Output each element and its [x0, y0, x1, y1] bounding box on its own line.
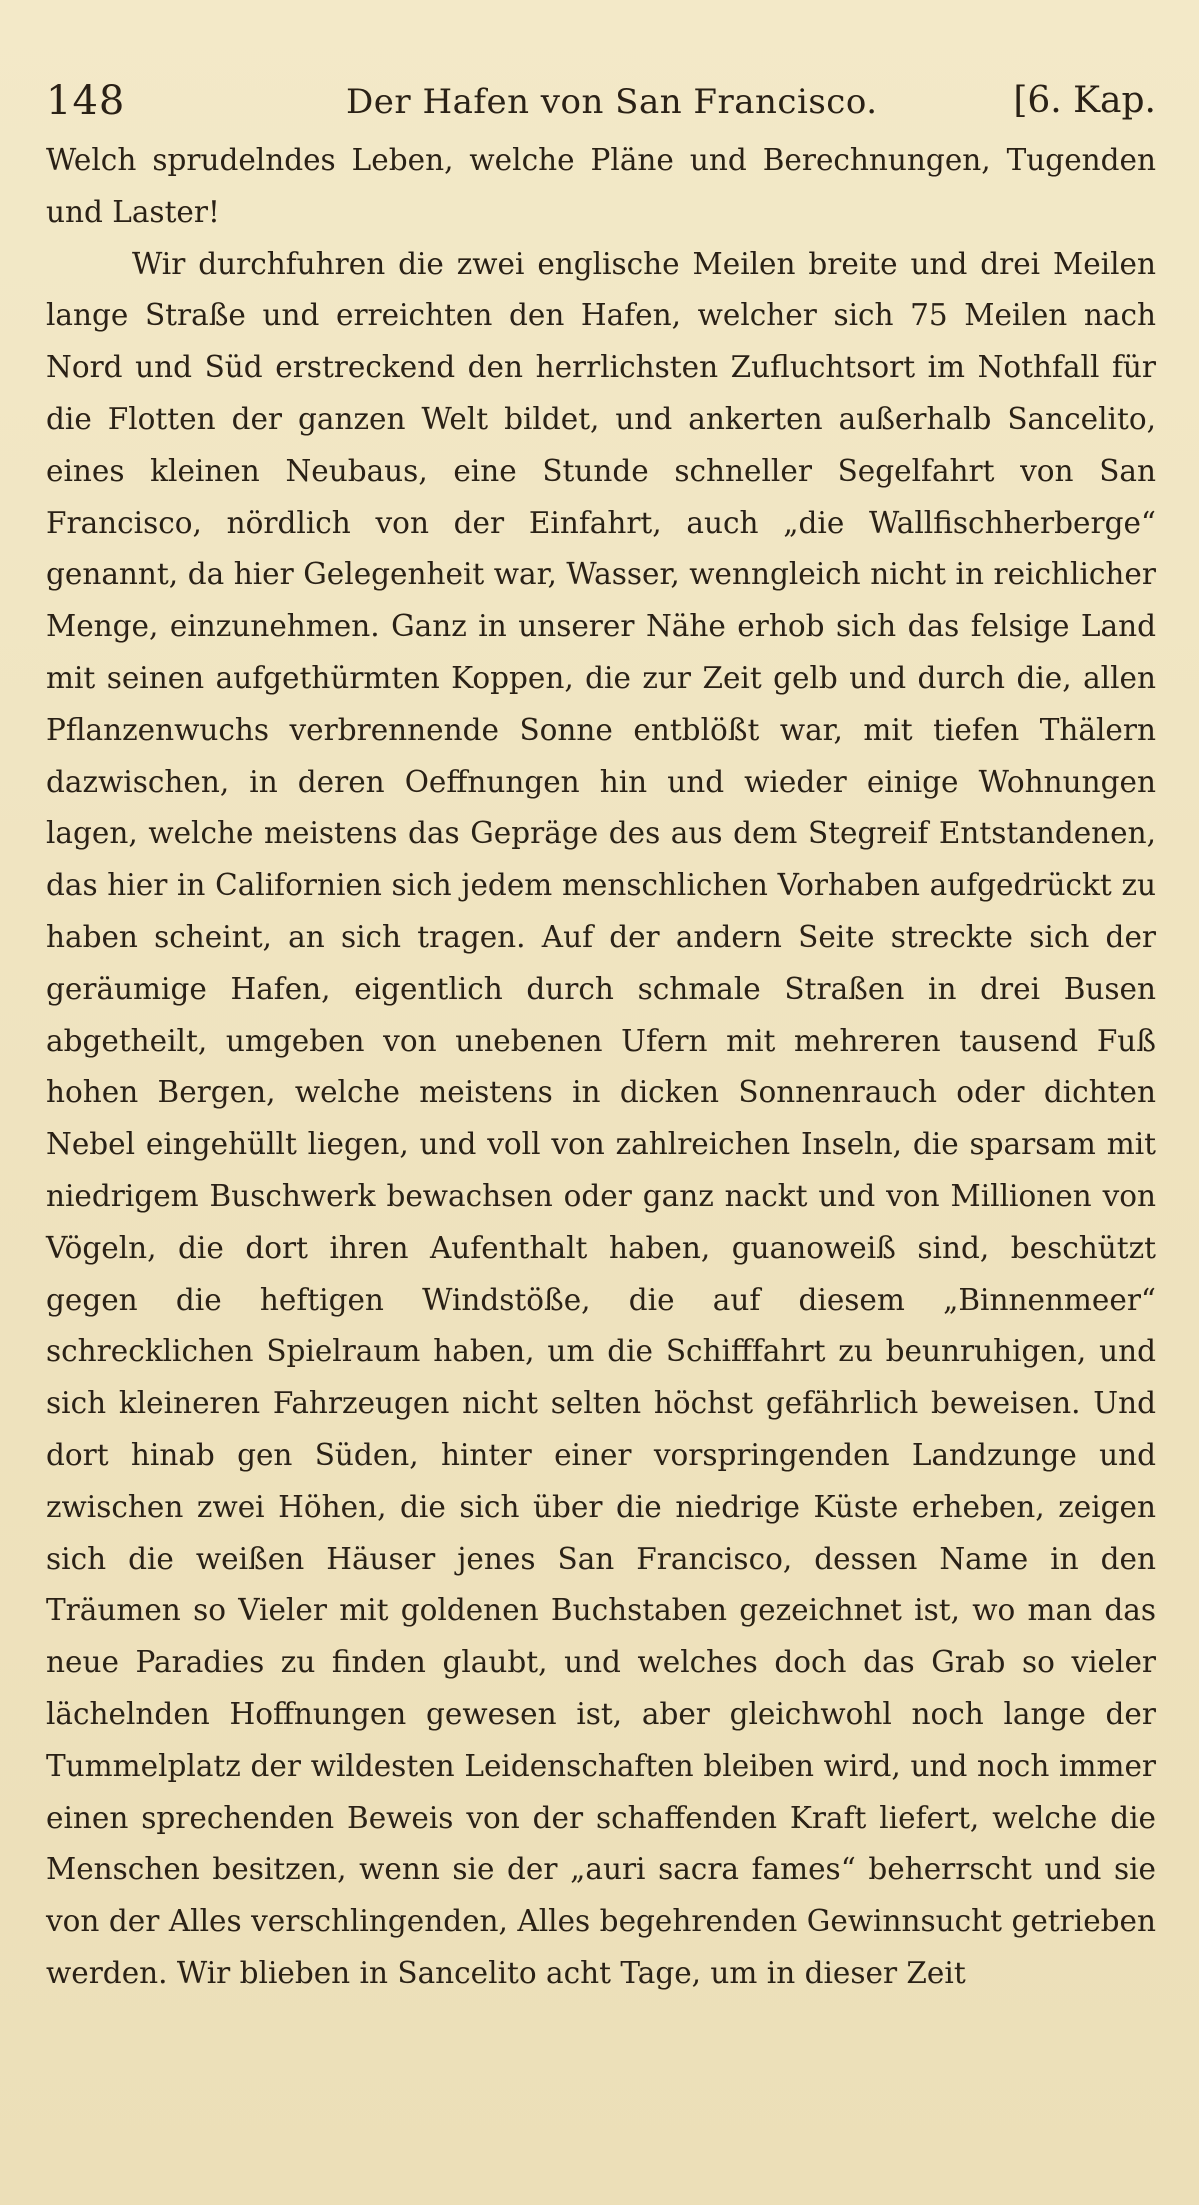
page-number: 148 — [46, 78, 126, 124]
paragraph: Wir durchfuhren die zwei englische Meilen breite und drei Meilen lange Straße und erreichten den Hafen, welcher sich 75 Meilen nach Nord und Süd erstreckend den herrlichsten Zufluchtsort im Nothfall für die Flotten der ganzen Welt bildet, und ankerten außerhalb Sancelito, eines kleinen Neubaus, eine Stunde schneller Segelfahrt von San Francisco, nördlich von der Einfahrt, auch „die Wallfischherberge“ genannt, da hier Gelegenheit war, Wasser, wenngleich nicht in reichlicher Menge, einzunehmen. Ganz in unserer Nähe erhob sich das felsige Land mit seinen aufgethürmten Koppen, die zur Zeit gelb und durch die, allen Pflanzenwuchs verbrennende Sonne entblößt war, mit tiefen Thälern dazwischen, in deren Oeffnungen hin und wieder einige Wohnungen lagen, welche meistens das Gepräge des aus dem Stegreif Entstandenen, das hier in Californien sich jedem menschlichen Vorhaben aufgedrückt zu haben scheint, an sich tragen. Auf der andern Seite streckte sich der geräumige Hafen, eigentlich durch schmale Straßen in drei Busen abgetheilt, umgeben von unebenen Ufern mit mehreren tausend Fuß hohen Bergen, welche meistens in dicken Sonnenrauch oder dichten Nebel eingehüllt liegen, und voll von zahlreichen Inseln, die sparsam mit niedrigem Buschwerk bewachsen oder ganz nackt und von Millionen von Vögeln, die dort ihren Aufenthalt haben, guanoweiß sind, beschützt gegen die heftigen Windstöße, die auf diesem „Binnenmeer“ schrecklichen Spielraum haben, um die Schifffahrt zu beunruhigen, und sich kleineren Fahrzeugen nicht selten höchst gefährlich beweisen. Und dort hinab gen Süden, hinter einer vorspringenden Landzunge und zwischen zwei Höhen, die sich über die niedrige Küste erheben, zeigen sich die weißen Häuser jenes San Francisco, dessen Name in den Träumen so Vieler mit goldenen Buchstaben gezeichnet ist, wo man das neue Paradies zu finden glaubt, und welches doch das Grab so vieler lächelnden Hoffnungen gewesen ist, aber gleichwohl noch lange der Tummelplatz der wildesten Leidenschaften bleiben wird, und noch immer einen sprechenden Beweis von der schaffenden Kraft liefert, welche die Menschen besitzen, wenn sie der „auri sacra fames“ beherrscht und sie von der Alles verschlingenden, Alles begehrenden Gewinnsucht getrieben werden. Wir blieben in Sancelito acht Tage, um in dieser Zeit — [46, 246, 1156, 1990]
body-text — [46, 135, 1156, 2000]
chapter-reference: [6. Kap. — [1013, 80, 1156, 121]
page-header — [46, 78, 1156, 134]
running-title: Der Hafen von San Francisco. — [346, 82, 878, 122]
paragraph: Welch sprudelndes Leben, welche Pläne und Berechnungen, Tugenden und Laster! — [46, 143, 1156, 229]
